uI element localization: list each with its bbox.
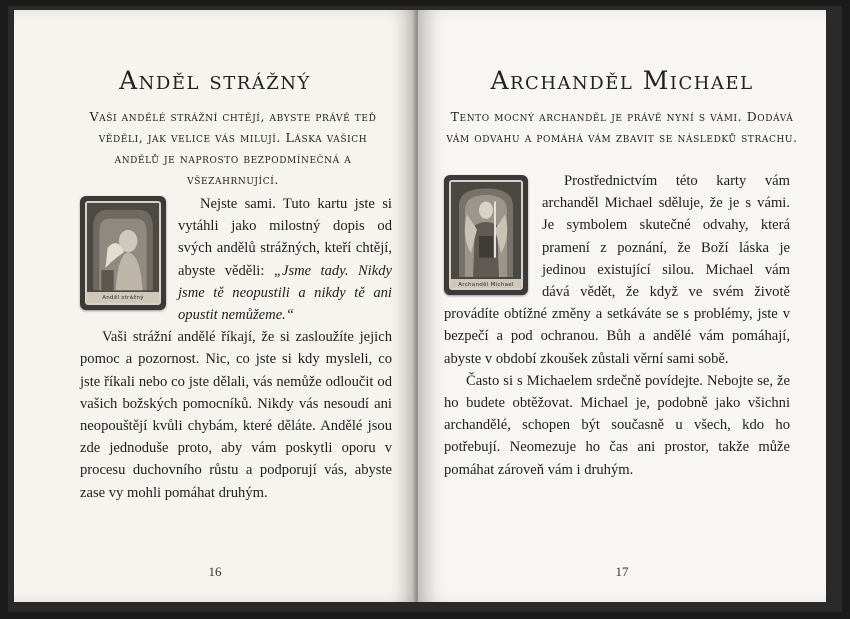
- right-para2: Často si s Michaelem srdečně povídejte. Nebojte se, že ho budete obtěžovat. Michael je, podobně jako všichni archandělé, schopen být současně u všech, kdo ho potřebují. Neomezuje ho čas ani prostor, takže může pomáhat zároveň vám i druhým.: [444, 372, 790, 478]
- left-para2: Vaši strážní andělé říkají, že si zasloužíte jejich pomoc a pozornost. Nic, co jste si kdy mysleli, co jste říkali nebo co jste dělali, vás nemůže odloučit od vašich božských pomocníků. Nikdy vás nesoudí ani neopouštějí kvůli chybám, které děláte. Andělé jsou zde jednoduše proto, aby vám poskytli oporu v procesu duchovního růstu a podporují vás, abyste zase vy mohli pomáhat druhým.: [80, 329, 392, 501]
- card-caption: Archanděl Michael: [451, 279, 521, 288]
- guardian-angel-card-image: [80, 196, 166, 310]
- right-page-body: [444, 170, 790, 481]
- right-para1: Prostřednictvím této karty vám archanděl Michael sděluje, že je s vámi. Je symbolem skutečné odvahy, která pramení z poznání, že Boží láska je jedinou existující silou. Michael vám dává vědět, že když ve svém životě provádíte obtížné změny a setkáváte se s problémy, jste v bezpečí a pod ochranou. Bůh a andělé vám pomáhají, abyste v období zkoušek zůstali věrní sami sobě.: [444, 173, 790, 367]
- michael-illustration: [451, 182, 521, 279]
- angel-illustration: [87, 203, 159, 292]
- left-page-intro: Vaši andělé strážní chtějí, abyste právě teď věděli, jak velice vás milují. Láska vašich andělů je naprosto bezpodmínečná a všezahrnující.: [89, 109, 377, 187]
- left-page: [14, 10, 416, 602]
- card-caption: Anděl strážný: [87, 292, 159, 303]
- right-page-title: Archanděl Michael: [490, 66, 754, 95]
- right-page: [418, 10, 826, 602]
- left-page-number: 16: [208, 564, 222, 579]
- left-para1-quote: „Jsme tady. Nikdy jsme tě neopustili a nikdy tě ani opustit nemůžeme.“: [178, 262, 392, 324]
- open-book: [8, 6, 842, 612]
- right-page-number: 17: [615, 564, 629, 579]
- left-para1-text: Nejste sami. Tuto kartu jste si vytáhli jako milostný dopis od svých andělů strážných, kteří chtějí, abyste věděli:: [178, 196, 392, 279]
- archangel-michael-card-image: [444, 175, 528, 295]
- right-page-intro: Tento mocný archanděl je právě nyní s vámi. Dodává vám odvahu a pomáhá vám zbavit se následků strachu.: [446, 109, 798, 145]
- left-page-body: [80, 193, 392, 504]
- left-page-title: Anděl strážný: [119, 66, 311, 95]
